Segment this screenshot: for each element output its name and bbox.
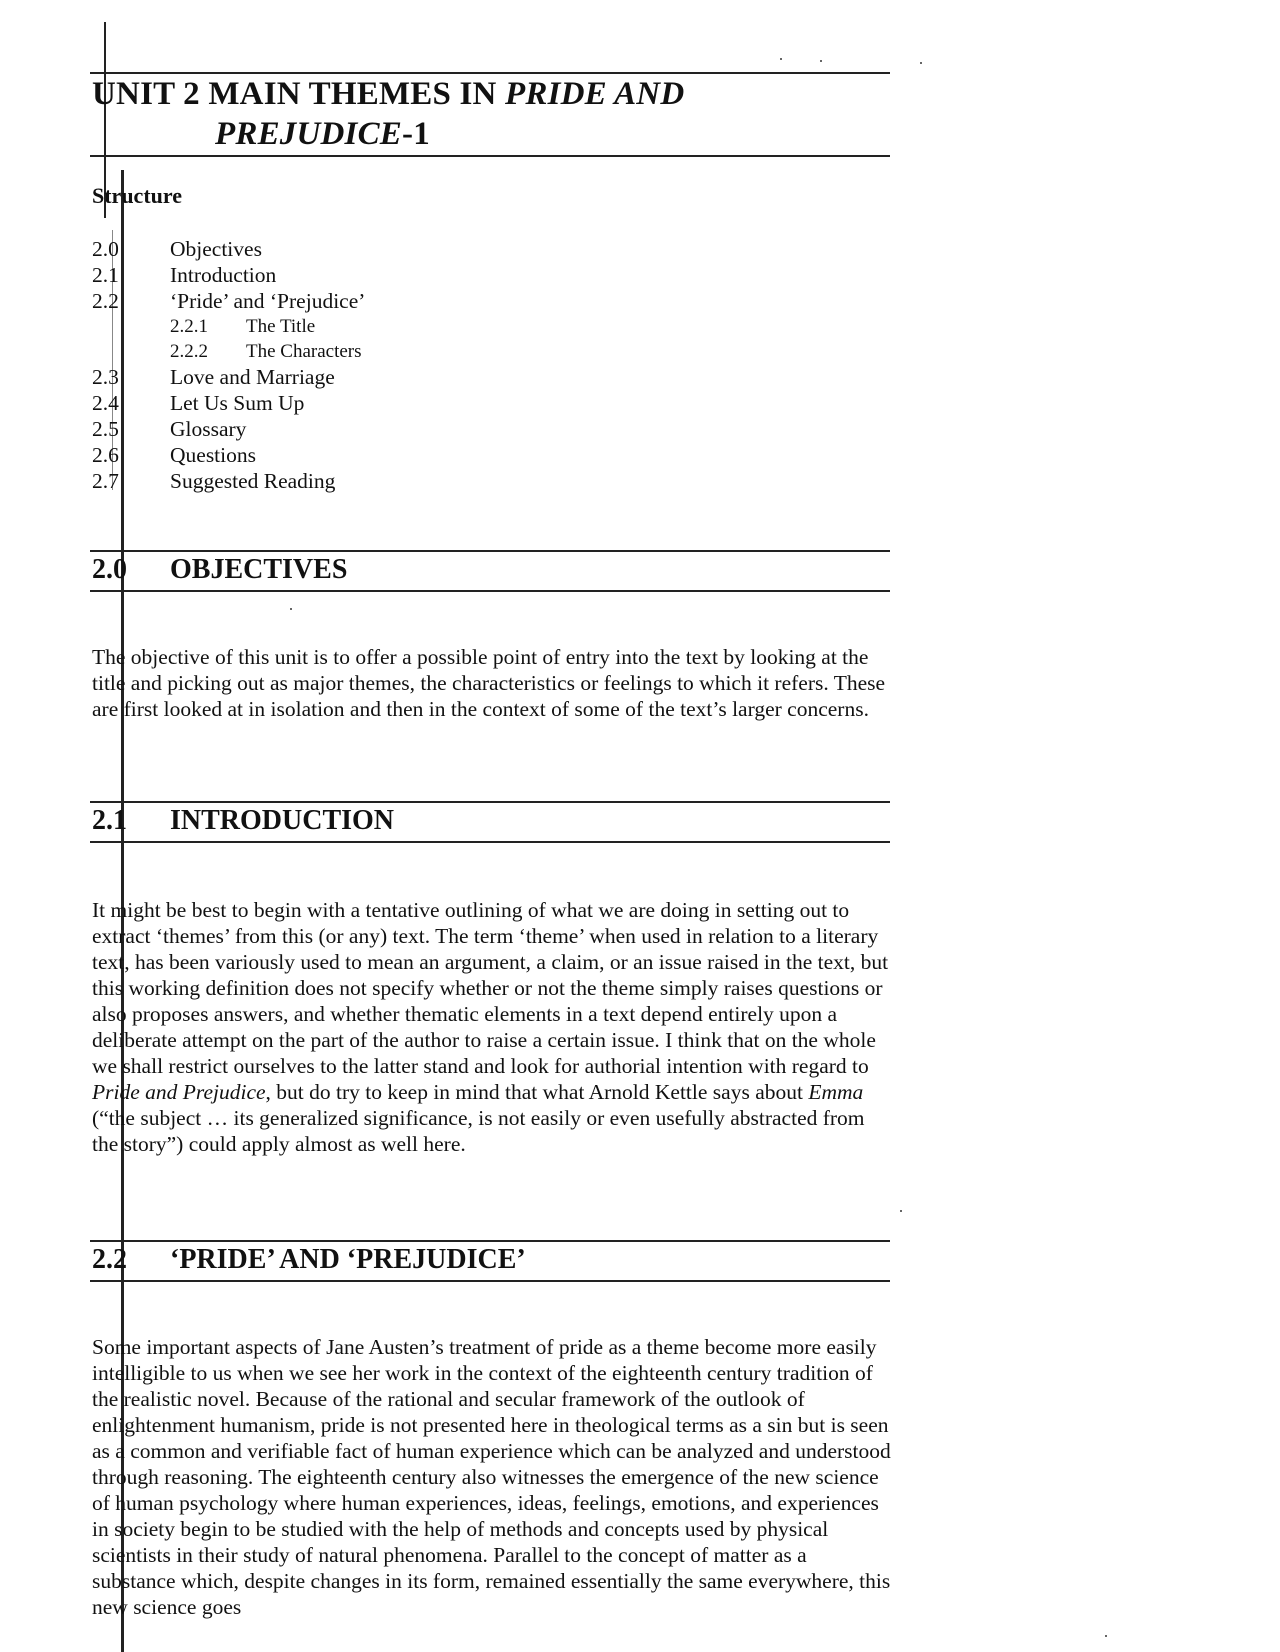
introduction-paragraph: It might be best to begin with a tentative outlining of what we are doing in setting out to extract ‘themes’ from this (or any) text. The term ‘theme’ when used in relation to a literary text, has been variously used to mean an argument, a claim, or an issue raised in the text, but this working definition does not specify whether or not the theme simply raises questions or also proposes answers, and whether thematic elements in a text depend entirely upon a deliberate attempt on the part of the author to raise a certain issue. I think that on the whole we shall restrict ourselves to the latter stand and look for authorial intention with regard to Pride and Prejudice, but do try to keep in mind that what Arnold Kettle says about Emma (“the subject … its generalized significance, is not easily or even usefully abstracted from the story”) could apply almost as well here. xyxy=(92,898,889,1156)
pride-prejudice-top-rule xyxy=(90,1240,890,1242)
toc-item: 2.7 Suggested Reading xyxy=(92,469,336,493)
objectives-top-rule xyxy=(90,550,890,552)
scan-speck xyxy=(920,62,922,64)
toc-item: 2.1 Introduction xyxy=(92,263,277,287)
toc-item: 2.0 Objectives xyxy=(92,237,262,261)
scan-speck xyxy=(780,58,782,60)
pride-prejudice-paragraph: Some important aspects of Jane Austen’s treatment of pride as a theme become more easily intelligible to us when we see her work in the context of the eighteenth century tradition of the realistic novel. Because of the rational and secular framework of the outlook of enlightenment humanism, pride is not presented here in theological terms as a sin but is seen as a common and verifiable fact of human experience which can be analyzed and understood through reasoning. The eighteenth century also witnesses the emergence of the new science of human psychology where human experiences, ideas, feelings, emotions, and experiences in society begin to be studied with the help of methods and concepts used by physical scientists in their study of natural phenomena. Parallel to the concept of matter as a substance which, despite changes in its form, remained essentially the same everywhere, this new science goes xyxy=(92,1335,891,1619)
scan-speck xyxy=(290,608,292,610)
toc-item: 2.2 ‘Pride’ and ‘Prejudice’ xyxy=(92,289,366,313)
title-bottom-rule xyxy=(90,155,890,157)
introduction-bottom-rule xyxy=(90,841,890,843)
section-heading-pride-prejudice: 2.2 ‘PRIDE’ AND ‘PREJUDICE’ xyxy=(92,1244,526,1275)
unit-title-line2: PREJUDICE-1 xyxy=(215,116,430,152)
introduction-top-rule xyxy=(90,801,890,803)
scan-speck xyxy=(900,1210,902,1212)
toc-subitem: 2.2.2 The Characters xyxy=(170,341,362,362)
objectives-bottom-rule xyxy=(90,590,890,592)
pride-prejudice-bottom-rule xyxy=(90,1280,890,1282)
structure-heading: Structure xyxy=(92,183,183,208)
scan-speck xyxy=(820,60,822,62)
toc-item: 2.3 Love and Marriage xyxy=(92,365,335,389)
toc-item: 2.5 Glossary xyxy=(92,417,247,441)
table-of-contents xyxy=(92,236,365,494)
objectives-paragraph: The objective of this unit is to offer a possible point of entry into the text by looking at the title and picking out as major themes, the characteristics or feelings to which it refers. These are first looked at in isolation and then in the context of some of the text’s larger concerns. xyxy=(92,645,886,721)
scan-speck xyxy=(1105,1635,1107,1637)
section-heading-objectives: 2.0 OBJECTIVES xyxy=(92,554,348,585)
toc-item: 2.6 Questions xyxy=(92,443,256,467)
section-heading-introduction: 2.1 INTRODUCTION xyxy=(92,805,395,836)
unit-title xyxy=(92,74,684,154)
toc-item: 2.4 Let Us Sum Up xyxy=(92,391,305,415)
unit-title-line1: UNIT 2 MAIN THEMES IN PRIDE AND xyxy=(92,76,685,112)
toc-subitem: 2.2.1 The Title xyxy=(170,316,316,337)
